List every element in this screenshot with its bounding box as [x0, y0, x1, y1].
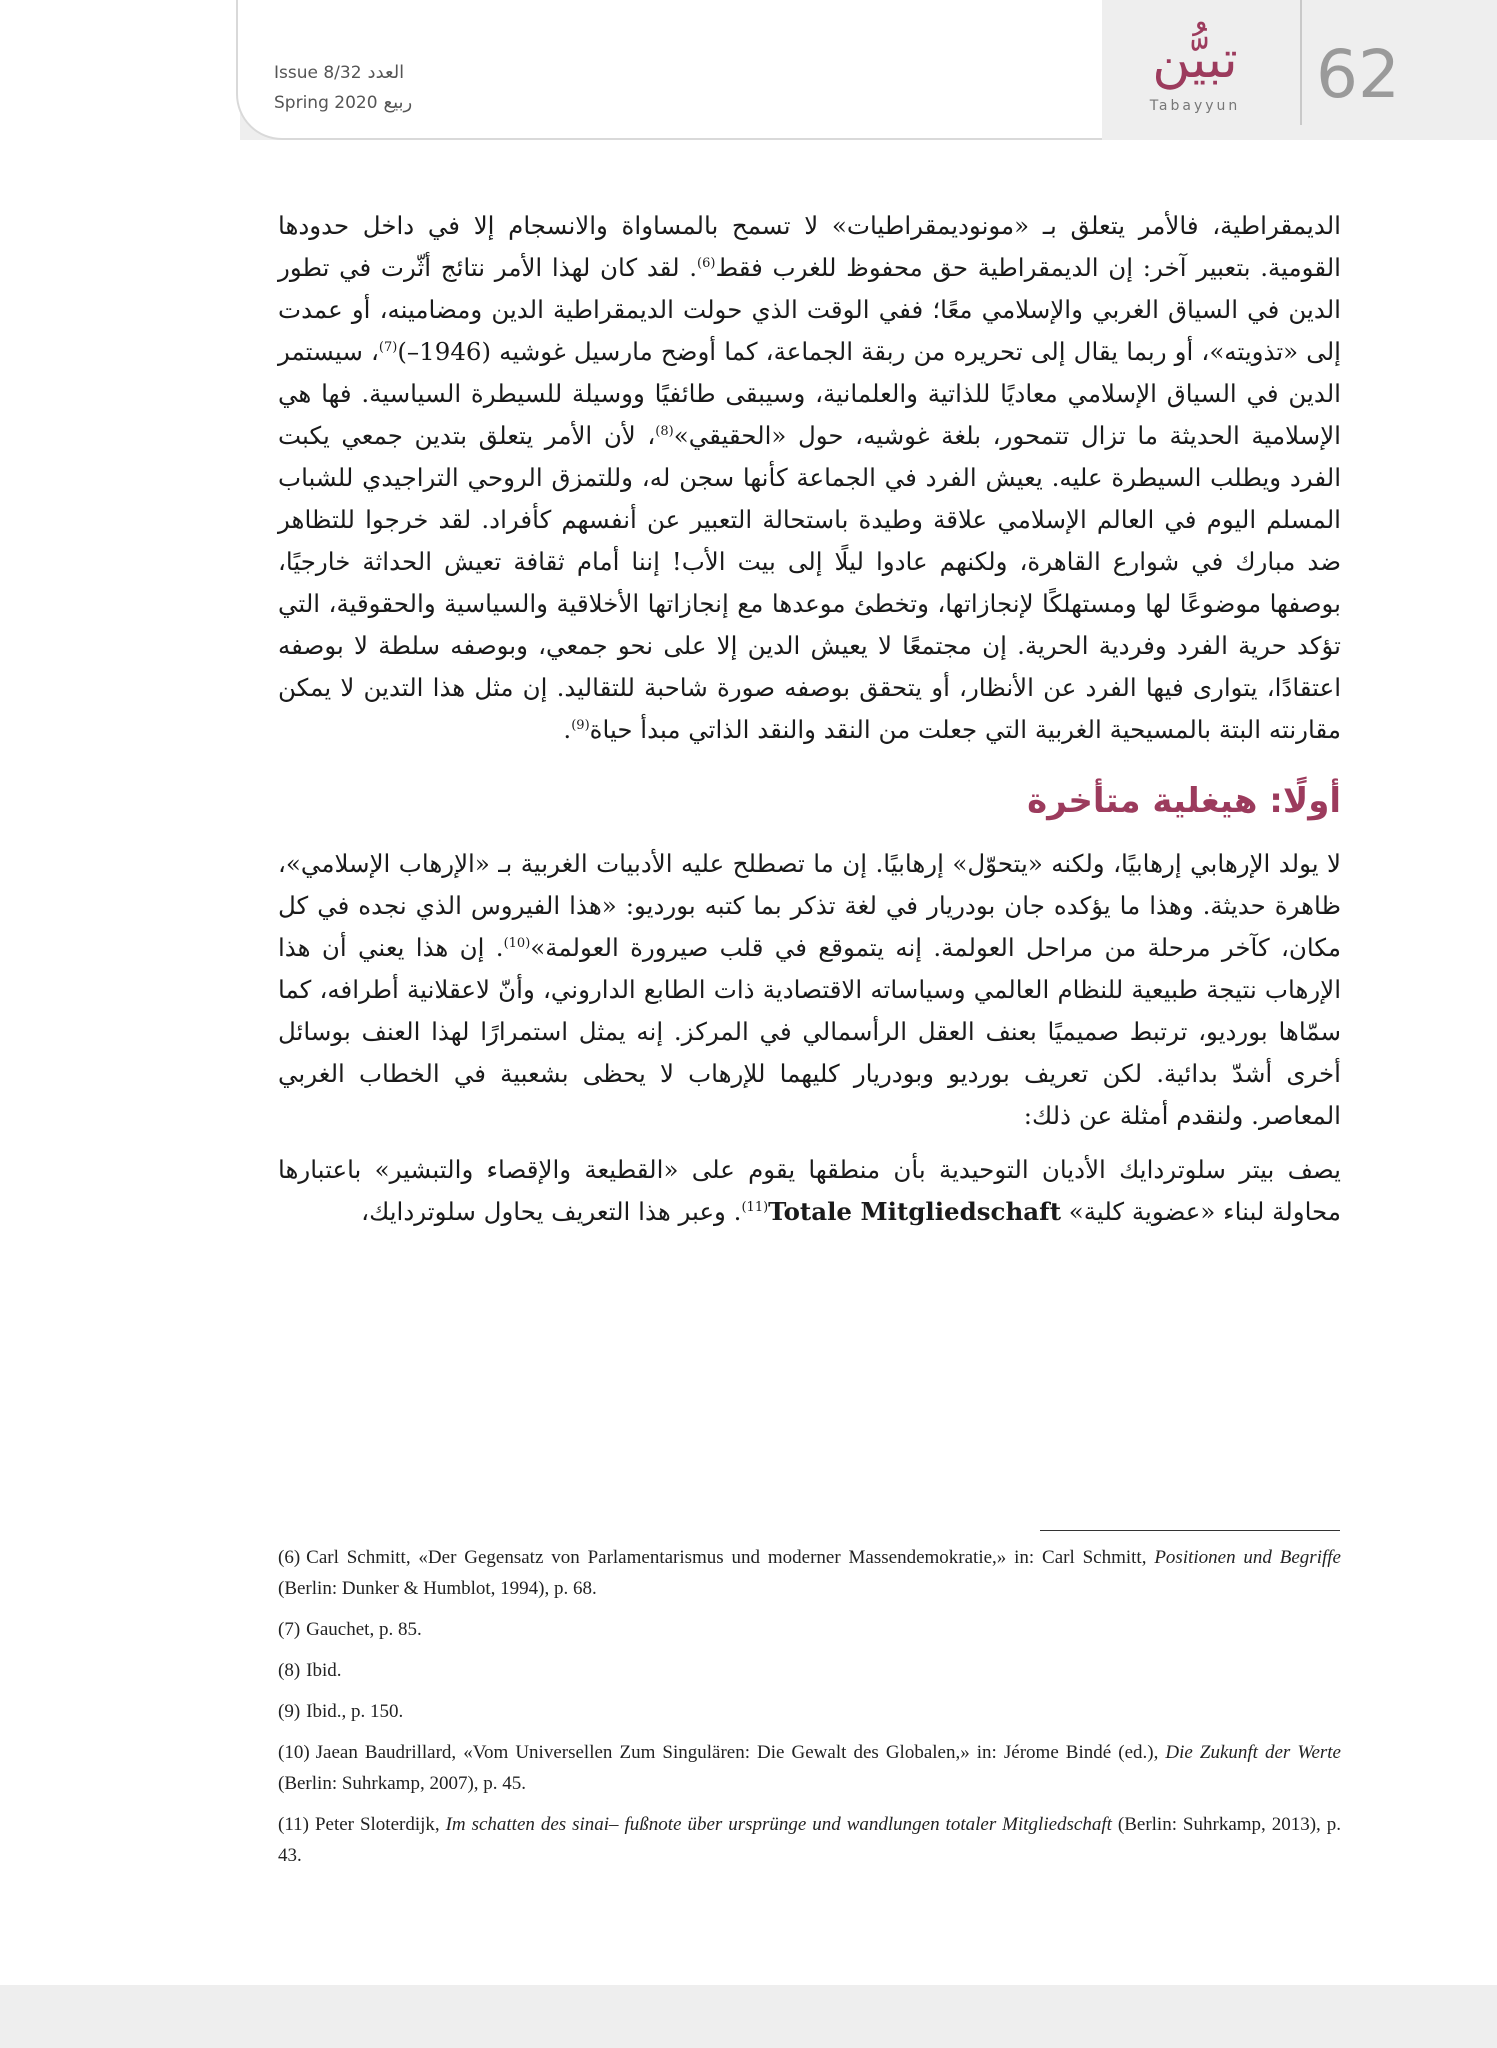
footnote-ref[interactable]: (8) — [655, 423, 674, 439]
footnotes — [278, 1542, 1341, 1881]
text-run: الديمقراطية، فالأمر يتعلق بـ «مونوديمقراطيات» لا تسمح بالمساواة والانسجام إلا في داخل حدودها القومية. بتعبير آخر: إن الديمقراطية حق محفوظ للغرب فقط — [278, 211, 1341, 282]
text-run: . لقد كان لهذا الأمر نتائج أثّرت في تطور الدين في السياق الغربي والإسلامي معًا؛ ففي الوقت الذي حولت الديمقراطية الدين ومضامينه، أو عمدت إلى «تذويته»، أو ربما يقال إلى تحريره من ربقة الجماعة، كما أوضح مارسيل غوشيه (1946–) — [278, 253, 1341, 366]
header-divider — [1300, 0, 1302, 125]
footnote-number: (10) — [278, 1742, 310, 1763]
footnote-ref[interactable]: (6) — [697, 255, 716, 271]
footnote-text: Jaean Baudrillard, «Vom Universellen Zum Singulären: Die Gewalt des Globalen,» in: Jérome Bindé (ed.), — [315, 1742, 1166, 1763]
footer-band — [0, 1985, 1497, 2048]
footnote-number: (7) — [278, 1619, 301, 1640]
footnote-text: Ibid., p. 150. — [306, 1701, 404, 1722]
issue-season-ar: ربيع — [383, 92, 413, 113]
footnote-ref[interactable]: (7) — [378, 339, 398, 355]
logo-english: Tabayyun — [1149, 98, 1241, 114]
footnote-text: Ibid. — [306, 1660, 342, 1681]
issue-season: Spring 2020 — [274, 93, 378, 113]
text-run: . إن هذا يعني أن هذا الإرهاب نتيجة طبيعية للنظام العالمي وسياساته الاقتصادية ذات الطابع الداروني، وأنّ لاعقلانية أطرافه، كما سمّاها بورديو، ترتبط صميميًا بعنف العقل الرأسمالي في المركز. إنه يمثل استمرارًا لهذا العنف بوسائل أخرى أشدّ بدائية. لكن تعريف بورديو وبودريار كليهما للإرهاب لا يحظى بشعبية في الخطاب الغربي المعاصر. ولنقدم أمثلة عن ذلك: — [278, 933, 1341, 1130]
article-body — [278, 205, 1341, 1233]
footnote-title: Im schatten des sinai– fußnote über ursprünge und wandlungen totaler Mitgliedschaft — [445, 1814, 1112, 1835]
page-number: 62 — [1316, 36, 1400, 113]
footnote-number: (11) — [278, 1814, 309, 1835]
footnote-ref[interactable]: (9) — [571, 717, 590, 733]
text-run: لا يولد الإرهابي إرهابيًا، ولكنه «يتحوّل» إرهابيًا. إن ما تصطلح عليه الأدبيات الغربية بـ «الإرهاب الإسلامي»، ظاهرة حديثة. وهذا ما يؤكده جان بودريار في لغة تذكر بما كتبه بورديو: «هذا الفيروس الذي نجده في كل مكان، كآخر مرحلة من مراحل العولمة. إنه يتموقع في قلب صيرورة العولمة» — [278, 849, 1341, 962]
header-fill — [0, 0, 240, 142]
footnote-ref[interactable]: (11) — [741, 1199, 769, 1215]
issue-label-ar: العدد — [367, 62, 405, 83]
footnote-title: Die Zukunft der Werte — [1165, 1742, 1341, 1763]
footnote-number: (6) — [278, 1547, 301, 1568]
footnote — [278, 1655, 1341, 1686]
paragraph-gap — [278, 1137, 1341, 1149]
section-heading: أولًا: هيغلية متأخرة — [1027, 781, 1341, 821]
footnote-ref[interactable]: (10) — [503, 935, 531, 951]
issue-info — [274, 58, 454, 118]
footnote-text: (Berlin: Suhrkamp, 2013), p. 43. — [278, 1814, 1342, 1866]
footnote-number: (8) — [278, 1660, 301, 1681]
footnote — [278, 1737, 1341, 1799]
footnote-text: (Berlin: Dunker & Humblot, 1994), p. 68. — [278, 1578, 597, 1599]
issue-number: Issue 8/32 — [274, 63, 362, 83]
paragraph — [278, 843, 1341, 1137]
footnote-text: (Berlin: Suhrkamp, 2007), p. 45. — [278, 1773, 527, 1794]
paragraph — [278, 205, 1341, 751]
foreign-term: Totale Mitgliedschaft — [768, 1197, 1062, 1226]
footnote — [278, 1542, 1341, 1604]
footnote — [278, 1614, 1341, 1645]
footnote — [278, 1809, 1341, 1871]
text-run: . وعبر هذا التعريف يحاول سلوتردايك، — [361, 1197, 742, 1226]
footnote-separator — [1040, 1530, 1340, 1531]
paragraph — [278, 1149, 1341, 1233]
journal-logo — [1130, 20, 1260, 130]
logo-arabic: تبيُّن — [1152, 30, 1238, 90]
footnote-text: Gauchet, p. 85. — [306, 1619, 422, 1640]
text-run: يصف بيتر سلوتردايك الأديان التوحيدية بأن منطقها يقوم على «القطيعة والإقصاء والتبشير» باعتبارها محاولة لبناء «عضوية كلية» — [278, 1155, 1341, 1226]
text-run: ، لأن الأمر يتعلق بتدين جمعي يكبت الفرد ويطلب السيطرة عليه. يعيش الفرد في الجماعة كأنها سجن له، وللتمزق الروحي التراجيدي للشباب المسلم اليوم في العالم الإسلامي علاقة وطيدة باستحالة التعبير عن أنفسهم كأفراد. لقد خرجوا للتظاهر ضد مبارك في شوارع القاهرة، ولكنهم عادوا ليلًا إلى بيت الأب! إننا أمام ثقافة تعيش الحداثة خارجيًا، بوصفها موضوعًا لها ومستهلكًا لإنجازاتها، وتخطئ موعدها مع إنجازاتها الأخلاقية والسياسية والحقوقية، التي تؤكد حرية الفرد وفردية الحرية. إن مجتمعًا لا يعيش الدين إلا على نحو جمعي، وبوصفه سلطة لا بوصفه اعتقادًا، يتوارى فيها الفرد عن الأنظار، أو يتحقق بوصفه صورة شاحبة للتقاليد. إن مثل هذا التدين لا يمكن مقارنته البتة بالمسيحية الغربية التي جعلت من النقد والنقد الذاتي مبدأ حياة — [278, 421, 1341, 744]
text-run: ، سيستمر الدين في السياق الإسلامي معاديًا للذاتية والعلمانية، وسيبقى طائفيًا ووسيلة للسيطرة السياسية. فها هي الإسلامية الحديثة ما تزال تتمحور، بلغة غوشيه، حول «الحقيقي» — [278, 337, 1341, 450]
footnote-text: Carl Schmitt, «Der Gegensatz von Parlamentarismus und moderner Massendemokratie,» in: Carl Schmitt, — [306, 1547, 1155, 1568]
footnote-text: Peter Sloterdijk, — [314, 1814, 446, 1835]
footnote — [278, 1696, 1341, 1727]
footnote-number: (9) — [278, 1701, 301, 1722]
footnote-title: Positionen und Begriffe — [1154, 1547, 1341, 1568]
text-run: . — [563, 715, 572, 744]
